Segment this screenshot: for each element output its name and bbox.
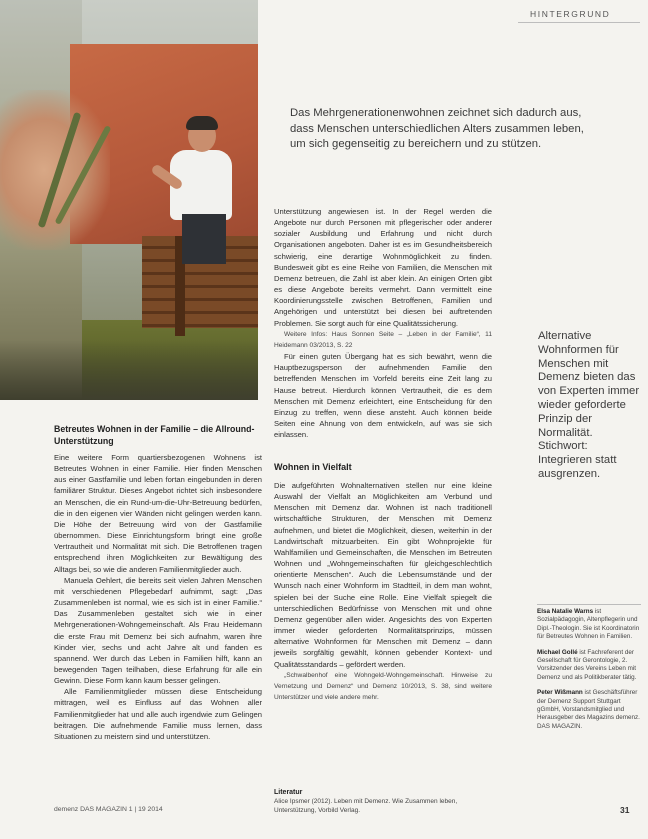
author-divider [537,604,641,605]
author-text: ist Fachreferent der Gesellschaft für Gerontologie, 2. Vorsitzender des Vereins Leben mit Demenz und als Politikberater tätig. [537,648,637,681]
footer-magazine: demenz DAS MAGAZIN 1 | 19 2014 [54,806,163,813]
literature-label: Literatur [274,789,303,796]
article-photo [0,0,258,400]
reference: „Schwalbenhof eine Wohngeld-Wohngemeinschaft. Hinweise zu Vernetzung und Demenz“ und Demenz 10/2013, S. 38, sind weitere Unterstützer und viele andere mehr. [274,671,492,701]
paragraph: Manuela Oehlert, die bereits seit vielen Jahren Menschen mit verschiedenen Pflegebedarf aufnimmt, sagt: „Das Zusammenleben ist normal, wie es sich ist in einer Familie.“ Das Zusammenleben gestaltet sich wie in einer Mehrgenerationen-Wohngemeinschaft. Als Frau Heidemann die erste Frau mit Demenz bei sich aufnahm, waren ihre Kinder vier, sechs und acht Jahre alt und fanden es spannend. Wer durch das Leben in Familien hilft, kann an bewegenden Tagen teilhaben, diese Erfahrung für alle ein Gewinn. Diese Form kann kaum besser gelingen. [54,575,262,686]
author-bios [537,608,641,738]
author-text: ist Geschäftsführer der Demenz Support Stuttgart gGmbH, Vorstandsmitglied und Herausgeber des Magazins demenz. DAS MAGAZIN. [537,689,640,730]
paragraph: Für einen guten Übergang hat es sich bewährt, wenn die Hauptbezugsperson der aufnehmenden Familie den betreffenden Menschen im Vorfeld bereits eine Zeit lang zu Hause betreut. Hierdurch können Vertrautheit, die es dem Menschen mit Demenz erleichtert, eine Entscheidung für den Einzug zu treffen, wenn diese ansteht. Auch können beide Seiten eine Ahnung von dem entwickeln, auf was sie sich einlassen. [274,352,492,440]
author-text: ist Sozialpädagogin, Altenpflegerin und Dipl.-Theologin. Sie ist Koordinatorin für Betreutes Wohnen in Familien. [537,608,640,641]
page-number: 31 [620,805,630,815]
reference: Weitere Infos: Haus Sonnen Seite – „Leben in der Familie“, 11 Heidemann 03/2013, S. 22 [274,330,492,349]
left-column [54,452,262,742]
author-name: Michael Gollé [537,648,578,656]
paragraph: Unterstützung angewiesen ist. In der Regel werden die Angebote nur durch Personen mit pflegerischer oder anderer sozialer Ausbildung und Erfahrung und nicht durch Organisationen angeboten. Daher ist es im Gesundheitsbereich schwierig, eine derartige Wohnmöglichkeit zu finden. Bundesweit gibt es eine Reihe von Familien, die Menschen mit Demenz betreuen, die Zahl ist aber klein. An einigen Orten gibt es diese Angebote bereits vermehrt. Dann vermittelt eine Koordinierungsstelle zwischen Betroffenen, Familien und Angehörigen und unterstützt bei diesen bei auftretenden Problemen. Sie sorgt auch für eine Qualitätssicherung. [274,207,492,328]
pull-quote: Alternative Wohnformen für Menschen mit Demenz bieten das von Experten immer wieder geforderte Prinzip der Normalität. Stichwort: Integrieren statt ausgrenzen. [538,330,640,480]
paragraph: Alle Familienmitglieder müssen diese Entscheidung mittragen, weil es Einfluss auf das Wohnen aller Familienmitglieder hat und alle auch irgendwie zum Gelingen beitragen. Die aufnehmende Familie muss lernen, dass Situationen zu meistern sind und unterstützen. [54,687,262,741]
intro-quote: Das Mehrgenerationenwohnen zeichnet sich dadurch aus, dass Menschen unterschiedlichen Alters zusammen leben, um sich gegenseitig zu bereichern und zu stützen. [290,107,584,150]
literature [274,788,492,815]
paragraph: Eine weitere Form quartiersbezogenen Wohnens ist Betreutes Wohnen in einer Familie. Hier finden Menschen aus einer Gastfamilie und leben fortan eingebunden in deren familiärer Struktur. Dieses Angebot richtet sich insbesondere an Menschen, die ein Rund-um-die-Uhr-Betreuung bedürfen, die in den eigenen vier Wänden nicht gelingen werden kann. Die Höhe der Betreuung wird von der Gastfamilie übernommen. Diese Einrichtungsform bringt eine große Vertrautheit und Normalität mit sich. Die Betroffenen tragen entsprechend ihren Möglichkeiten zur Bewältigung des Alltags bei, so wie die anderen Familienmitglieder auch. [54,453,262,574]
author-bio [537,649,641,683]
middle-column-lower [274,480,492,703]
author-name: Elsa Natalie Warns [537,608,594,615]
photo-man-hair [186,116,218,130]
author-bio [537,689,641,731]
subheading-betreutes-wohnen: Betreutes Wohnen in der Familie – die Allround-Unterstützung [54,424,255,446]
author-bio [537,608,641,642]
author-name: Peter Wißmann [537,689,583,697]
paragraph: Die aufgeführten Wohnalternativen stellen nur eine kleine Auswahl der Vielfalt an Möglichkeiten am Verbund und Menschen mit Demenz dar. Wohnen ist nach traditionell wirtschaftliche Strukturen, der Menschen mit Demenz aufnehmen, und bietet die Möglichkeit, diesen, weiterhin in der Landwirtschaft mitzuarbeiten. Ein gibt Wohnprojekte für Wahlfamilien und Gemeinschaften, die Menschen im Betreuten Wohnen und „Wohngemeinschaften für gleichgeschlechtlich orientierte Menschen“. Auch die Lebensumstände und der Wunsch nach einer Wohnform im Stadtteil, in dem man wohnt, spielen bei der Suche eine Rolle. Eine Vielfalt spiegelt die unterschiedlichen Bedürfnisse von Menschen mit und ohne Demenz gegenüber allen wider. Angesichts des von Experten immer wieder geforderten Normalitätsprinzips, müssen alternative Wohnformen für Menschen mit Demenz – dann jeweils sorgfältig gewählt, können gebender Kontext- und Qualitätsstandards – gefördert werden. [274,481,492,669]
section-tag: HINTERGRUND [530,9,611,19]
subheading-wohnen-in-vielfalt: Wohnen in Vielfalt [274,462,352,472]
literature-text: Alice Ipsmer (2012). Leben mit Demenz. Wie Zusammen leben, Unterstützung, Vorbild Verlag. [274,798,458,814]
photo-ground [0,340,258,400]
middle-column [274,206,492,440]
section-rule [518,22,640,23]
photo-man-pants [182,214,226,264]
